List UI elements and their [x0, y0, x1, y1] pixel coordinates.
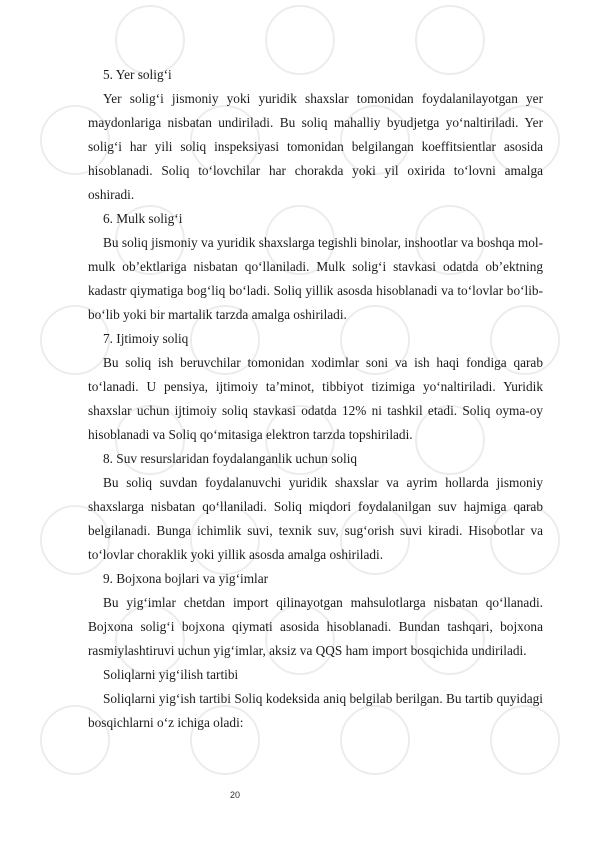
- page-number: 20: [230, 790, 241, 800]
- section-text-bojxona-bojlari: Bu yig‘imlar chetdan import qilinayotgan mahsulotlarga nisbatan qo‘llanadi. Bojxona solig‘i bojxona qiymati asosida hisoblanadi. Bundan tashqari, bojxona rasmiylashtiruvi uchun yig‘imlar, aksiz va QQS ham import bosqichida undiriladi.: [88, 595, 543, 658]
- section-heading-bojxona-bojlari: 9. Bojxona bojlari va yig‘imlar: [103, 571, 269, 586]
- section-text-suv-resurslari: Bu soliq suvdan foydalanuvchi yuridik shaxslar va ayrim hollarda jismoniy shaxslarga nisbatan qo‘llaniladi. Soliq miqdori foydalanilgan suv hajmiga qarab belgilanadi. Bunga ichimlik suvi, texnik suv, sug‘orish suvi kiradi. Hisobotlar va to‘lovlar choraklik yoki yillik asosda amalga oshiriladi.: [88, 475, 543, 562]
- section-text-yer-soligi: Yer solig‘i jismoniy yoki yuridik shaxslar tomonidan foydalanilayotgan yer maydonlariga nisbatan undiriladi. Bu soliq mahalliy byudjetga yo‘naltiriladi. Yer solig‘i har yili soliq inspeksiyasi tomonidan belgilangan koeffitsientlar asosida hisoblanadi. Soliq to‘lovchilar har chorakda yoki yil oxirida to‘lovni amalga oshiradi.: [88, 91, 543, 202]
- section-heading-suv-resurslari: 8. Suv resurslaridan foydalanganlik uchun soliq: [103, 451, 358, 466]
- section-heading-yer-soligi: 5. Yer solig‘i: [103, 67, 172, 82]
- section-heading-mulk-soligi: 6. Mulk solig‘i: [103, 211, 183, 226]
- section-text-ijtimoiy-soliq: Bu soliq ish beruvchilar tomonidan xodimlar soni va ish haqi fondiga qarab to‘lanadi. U pensiya, ijtimoiy ta’minot, tibbiyot tizimiga yo‘naltiriladi. Yuridik shaxslar uchun ijtimoiy soliq stavkasi odatda 12% ni tashkil etadi. Soliq oyma-oy hisoblanadi va Soliq qo‘mitasiga elektron tarzda topshiriladi.: [88, 355, 543, 442]
- section-heading-yigilish-tartibi: Soliqlarni yig‘ilish tartibi: [103, 667, 239, 682]
- document-body: [88, 63, 543, 735]
- section-text-yigilish-tartibi: Soliqlarni yig‘ish tartibi Soliq kodeksida aniq belgilab berilgan. Bu tartib quyidagi bosqichlarni o‘z ichiga oladi:: [88, 691, 543, 730]
- section-text-mulk-soligi: Bu soliq jismoniy va yuridik shaxslarga tegishli binolar, inshootlar va boshqa mol-mulk ob’ektlariga nisbatan qo‘llaniladi. Mulk solig‘i stavkasi odatda ob’ektning kadastr qiymatiga bog‘liq bo‘ladi. Soliq yillik asosda hisoblanadi va to‘lovlar bo‘lib-bo‘lib yoki bir martalik tarzda amalga oshiriladi.: [88, 235, 543, 322]
- section-heading-ijtimoiy-soliq: 7. Ijtimoiy soliq: [103, 331, 189, 346]
